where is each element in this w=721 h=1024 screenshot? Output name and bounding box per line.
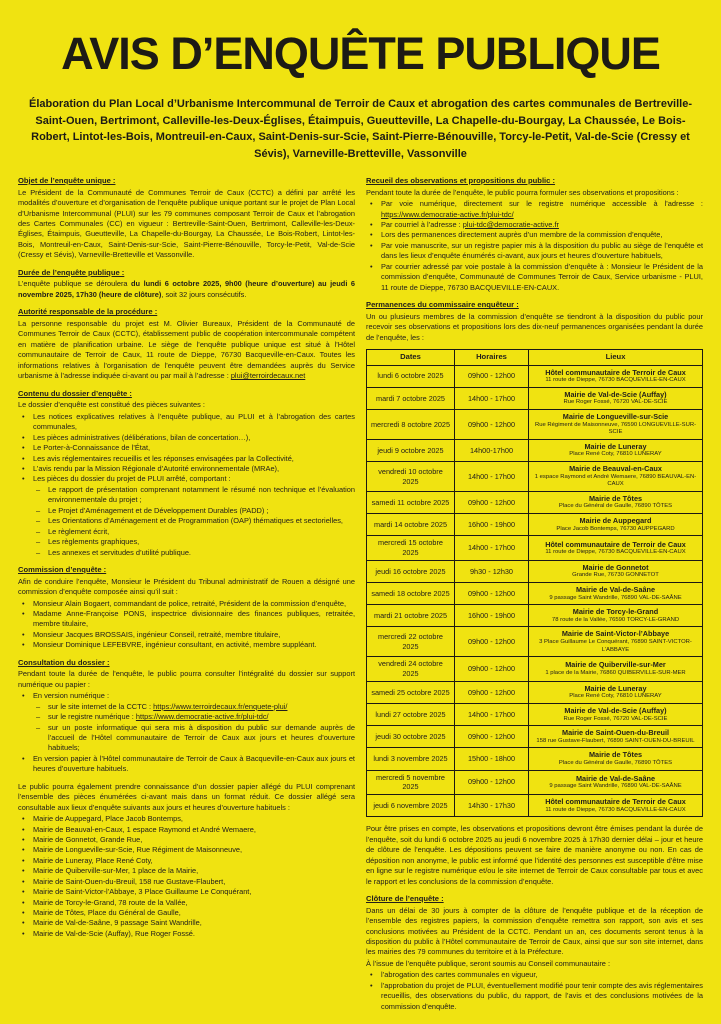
permanence-hours: 09h00 - 12h00 — [455, 657, 529, 682]
paragraph: La personne responsable du projet est M. Olivier Bureaux, Président de la Communauté de Communes Terroir de Caux (CCTC), établissement public de coopération intercommunale compétent en matière de planification urbaine. Le siège de l’enquête publique unique est situé à l’Hôtel communautaire de Terroir de Caux, 11 route de Dieppe, 76730 Bacqueville-en-Caux. Toutes les informations relatives à l’organisation de l’enquête peuvent être demandées auprès du Service urbanisme à l’adresse indiquée ci-avant ou par mail à l’adresse : plui@terroirdecaux.net — [18, 319, 355, 381]
bullet-marker: • — [370, 240, 373, 250]
list-item — [18, 929, 355, 939]
list-item-text: Mairie de Auppegard, Place Jacob Bontemps, — [33, 814, 183, 824]
list-item-text: Le Porter-à-Connaissance de l’État, — [33, 443, 151, 453]
dash-marker: – — [36, 722, 41, 732]
bullet-marker: • — [370, 261, 373, 271]
permanence-date: lundi 27 octobre 2025 — [367, 704, 455, 726]
permanence-place — [529, 439, 703, 461]
section-recueil-observations — [366, 176, 703, 293]
permanence-hours: 09h00 - 12h00 — [455, 583, 529, 605]
list-item — [18, 548, 355, 558]
list-item — [18, 691, 355, 701]
list-item-text: Mairie de Longueville-sur-Scie, Rue Régiment de Maisonneuve, — [33, 845, 243, 855]
place-name: Mairie de Auppegard — [579, 516, 652, 526]
list-item-text: Les pièces du dossier du projet de PLUI arrêté, comportant : — [33, 474, 231, 484]
paragraph: Pendant toute la durée de l’enquête, le public pourra formuler ses observations et propositions : — [366, 187, 679, 197]
list-item-text: Monsieur Alain Bogaert, commandant de police, retraité, Président de la commission d’enquête, — [33, 598, 347, 608]
paragraph: L’enquête publique se déroulera du lundi 6 octobre 2025, 9h00 (heure d’ouverture) au jeudi 6 novembre 2025, 17h30 (heure de clôture), soit 32 jours consécutifs. — [18, 279, 355, 299]
list-item — [18, 845, 355, 855]
notice-title: AVIS D’ENQUÊTE PUBLIQUE — [61, 28, 660, 79]
list-item-text: Mairie de Saint-Ouen-du-Breuil, 158 rue Gustave-Flaubert, — [33, 876, 226, 886]
place-name: Hôtel communautaire de Terroir de Caux — [545, 539, 686, 549]
list-item — [366, 241, 703, 262]
permanence-hours: 14h00-17h00 — [455, 439, 529, 461]
permanence-hours: 16h00 - 19h00 — [455, 514, 529, 536]
permanence-row — [367, 365, 703, 387]
place-name: Hôtel communautaire de Terroir de Caux — [545, 797, 686, 807]
list-item-text: Les Orientations d’Aménagement et de Programmation (OAP) thématiques et sectorielles, — [48, 516, 343, 526]
section-heading: Autorité responsable de la procédure : — [18, 307, 158, 317]
section-autorite-responsable — [18, 307, 355, 381]
permanence-row — [367, 657, 703, 682]
list-item-text: Les pièces administratives (délibérations, bilan de concertation…), — [33, 432, 251, 442]
list-item — [18, 506, 355, 516]
permanence-date: jeudi 30 octobre 2025 — [367, 726, 455, 748]
section-heading: Commission d’enquête : — [18, 564, 107, 574]
permanence-hours: 14h30 - 17h30 — [455, 795, 529, 817]
permanence-date: jeudi 9 octobre 2025 — [367, 439, 455, 461]
permanence-row — [367, 536, 703, 561]
place-address: Place René Coty, 76810 LUNERAY — [569, 693, 662, 700]
permanence-date: vendredi 24 octobre 2025 — [367, 657, 455, 682]
dash-marker: – — [36, 516, 41, 526]
place-name: Mairie de Gonnetot — [582, 562, 649, 572]
place-address: Place Jacob Bontemps, 76730 AUPPEGARD — [556, 525, 675, 532]
permanence-date: vendredi 10 octobre 2025 — [367, 462, 455, 492]
list-item-text: Mairie de Tôtes, Place du Général de Gaulle, — [33, 908, 181, 918]
link-text: plui@terroirdecaux.net — [230, 371, 306, 381]
bullet-marker: • — [22, 824, 25, 834]
place-address: 1 espace Raymond et André Wemaere, 76890 BEAUVAL-EN-CAUX — [534, 473, 697, 488]
permanence-row — [367, 514, 703, 536]
section-contenu-dossier — [18, 389, 355, 558]
permanence-place — [529, 491, 703, 513]
list-item — [18, 712, 355, 722]
section-heading: Clôture de l’enquête : — [366, 894, 444, 903]
bullet-marker: • — [370, 199, 373, 209]
list-item-text: Le rapport de présentation comprenant notamment le résumé non technique et l’évaluation environnementale du projet ; — [48, 484, 355, 505]
paragraph: Afin de conduire l’enquête, Monsieur le Président du Tribunal administratif de Rouen a désigné une commission d’enquête composée ainsi qu’il suit : — [18, 576, 355, 597]
section-consultation-dossier — [18, 658, 355, 775]
bullet-marker: • — [22, 834, 25, 844]
link-text: https://www.democratie-active.fr/plui-tdc/ — [135, 712, 269, 722]
list-item — [366, 970, 703, 980]
table-header: Horaires — [455, 350, 529, 366]
list-item — [18, 516, 355, 526]
permanence-row — [367, 795, 703, 817]
place-address: 158 rue Gustave-Flaubert, 76890 SAINT-OUEN-DU-BREUIL — [536, 737, 695, 744]
list-item-text: Les notices explicatives relatives à l’enquête publique, au PLUI et à l’abrogation des cartes communales, — [33, 411, 355, 432]
permanence-date: jeudi 6 novembre 2025 — [367, 795, 455, 817]
place-name: Mairie de Quiberville-sur-Mer — [565, 660, 666, 670]
place-name: Mairie de Tôtes — [588, 750, 643, 760]
permanence-row — [367, 583, 703, 605]
list-item-text: Monsieur Dominique LEFEBVRE, ingénieur consultant, en activité, membre suppléant. — [33, 640, 317, 650]
section-heading: Objet de l’enquête unique : — [18, 176, 116, 185]
list-item-text: En version papier à l’Hôtel communautaire de Terroir de Caux à Bacqueville-en-Caux aux jours et heures d’ouverture habituels. — [33, 753, 355, 774]
permanence-place — [529, 365, 703, 387]
list-item — [18, 443, 355, 453]
permanence-row — [367, 605, 703, 627]
list-item — [18, 814, 355, 824]
permanence-date: lundi 3 novembre 2025 — [367, 748, 455, 770]
permanence-date: jeudi 16 octobre 2025 — [367, 560, 455, 582]
permanence-place — [529, 387, 703, 409]
place-address: Place René Coty, 76810 LUNERAY — [569, 451, 662, 458]
permanence-row — [367, 560, 703, 582]
list-item — [18, 640, 355, 650]
paragraph: Le Président de la Communauté de Communes Terroir de Caux (CCTC) a défini par arrêté les modalités d’ouverture et d’organisation de l’enquête publique unique portant sur le projet de Plan Local d’Urbanisme Intercommunal (PLUI) sur les 79 communes composant Terroir de Caux et l’abrogation des Cartes Communales (CC) en vigueur : Bertreville-Saint-Ouen, Bertrimont, Calleville-les-Deux-Églises, Étaimpuis, Gueutteville, La Chapelle-du-Bourgay, La Chaussée, Le Bois-Robert, Lintot-les-Bois, Montreuil-en-Caux, Saint-Denis-sur-Scie, Saint-Pierre-Bénouville, Torcy-le-Petit, Val-de-Scie (Cressy et Sévis), Varneville-Bretteville et Vassonville. — [18, 187, 355, 260]
bullet-marker: • — [22, 928, 25, 938]
place-name: Mairie de Beauval-en-Caux — [569, 464, 662, 474]
permanence-row — [367, 726, 703, 748]
dash-marker: – — [36, 712, 41, 722]
list-item — [18, 474, 355, 484]
place-name: Mairie de Val-de-Saâne — [575, 585, 656, 595]
list-item-text: Mairie de Gonnetot, Grande Rue, — [33, 834, 143, 844]
list-item-text: sur le registre numérique : https://www.democratie-active.fr/plui-tdc/ — [48, 712, 269, 722]
bullet-marker: • — [22, 814, 25, 824]
place-address: Rue Roger Fossé, 76720 VAL-DE-SCIE — [563, 399, 668, 406]
list-item-text: Mairie de Val-de-Saâne, 9 passage Saint Wandrille, — [33, 918, 202, 928]
list-item-text: l’approbation du projet de PLUI, éventuellement modifié pour tenir compte des avis réglementaires recueillis, des observations du public, du rapport, de l’avis et des conclusions motivées de la commission d’enquête. — [381, 980, 703, 1011]
bold-text: du lundi 6 octobre 2025, 9h00 (heure d’ouverture) au jeudi 6 novembre 2025, 17h30 (heure de clôture) — [18, 279, 355, 299]
list-item — [18, 908, 355, 918]
left-column — [18, 176, 355, 1019]
place-address: 1 place de la Mairie, 76860 QUIBERVILLE-SUR-MER — [545, 669, 686, 676]
place-address: 9 passage Saint Wandrille, 76890 VAL-DE-SAÂNE — [549, 783, 682, 790]
bullet-marker: • — [22, 897, 25, 907]
section-permanences — [366, 300, 703, 887]
bullet-marker: • — [370, 230, 373, 240]
list-item — [18, 433, 355, 443]
list-item-text: Par courrier adressé par voie postale à la commission d’enquête à : Monsieur le Président de la commission d’enquête, Communauté de Communes Terroir de Caux, Service urbanisme - PLUI, 11 route de Dieppe, 76730 BACQUEVILLE-EN-CAUX. — [381, 261, 703, 292]
permanence-place — [529, 514, 703, 536]
paragraph: Pour être prises en compte, les observations et propositions devront être émises pendant la durée de l’enquête, soit du lundi 6 octobre 2025 au jeudi 6 novembre 2025 à 17h30 dernier délai – jour et heure de clôture de l’enquête. Les dépositions peuvent se faire de manière anonyme ou non. En cas de déposition non anonyme, le public est informé que l’identité des personnes est susceptible d’être mise en ligne sur le registre numérique et/ou le site internet de Terroir de Caux consultable par tous et avec le rapport et les conclusions de la commission d’enquête. — [366, 824, 703, 886]
permanence-hours: 09h00 - 12h00 — [455, 770, 529, 795]
list-item-text: l’abrogation des cartes communales en vigueur, — [381, 970, 538, 980]
bullet-marker: • — [22, 876, 25, 886]
permanence-place — [529, 627, 703, 657]
list-item — [18, 412, 355, 433]
permanences-table — [366, 349, 703, 817]
list-item-text: Mairie de Beauval-en-Caux, 1 espace Raymond et André Wemaere, — [33, 824, 256, 834]
list-item-text: Par courriel à l’adresse : plui-tdc@democratie-active.fr — [381, 220, 559, 230]
paragraph: Pendant toute la durée de l’enquête, le public pourra consulter l’intégralité du dossier sur support numérique ou papier : — [18, 669, 355, 689]
bullet-marker: • — [370, 220, 373, 230]
permanence-place — [529, 795, 703, 817]
dash-marker: – — [36, 537, 41, 547]
place-name: Mairie de Tôtes — [588, 493, 643, 503]
list-item — [18, 898, 355, 908]
list-item-text: sur un poste informatique qui sera mis à disposition du public sur demande auprès de l’accueil de l’Hôtel communautaire de Terroir de Caux aux jours et heures d’ouverture habituels; — [48, 722, 355, 753]
place-address: 11 route de Dieppe, 76730 BACQUEVILLE-EN-CAUX — [545, 377, 686, 384]
permanence-date: mardi 14 octobre 2025 — [367, 514, 455, 536]
permanence-hours: 09h00 - 12h00 — [455, 491, 529, 513]
place-name: Mairie de Torcy-le-Grand — [572, 607, 659, 617]
list-item-text: Les annexes et servitudes d’utilité publique. — [48, 547, 191, 557]
section-heading: Durée de l’enquête publique : — [18, 267, 125, 277]
bullet-marker: • — [22, 608, 25, 618]
permanence-row — [367, 410, 703, 440]
list-item-text: Mairie de Torcy-le-Grand, 78 route de la Vallée, — [33, 897, 188, 907]
bullet-marker: • — [22, 640, 25, 650]
dash-marker: – — [36, 547, 41, 557]
list-item — [18, 599, 355, 609]
place-address: 11 route de Dieppe, 76730 BACQUEVILLE-EN-CAUX — [545, 806, 686, 813]
bullet-marker: • — [22, 845, 25, 855]
permanence-hours: 9h30 - 12h30 — [455, 560, 529, 582]
permanence-hours: 09h00 - 12h00 — [455, 365, 529, 387]
section-heading: Recueil des observations et propositions du public : — [366, 176, 556, 185]
list-item-text: Lors des permanences directement auprès d’un membre de la commission d’enquête, — [381, 230, 663, 240]
permanence-place — [529, 770, 703, 795]
permanence-place — [529, 560, 703, 582]
bullet-marker: • — [22, 453, 25, 463]
link-text: https://www.terroirdecaux.fr/enquete-plui/ — [153, 701, 288, 711]
place-address: 11 route de Dieppe, 76730 BACQUEVILLE-EN-CAUX — [545, 548, 686, 555]
bullet-marker: • — [22, 866, 25, 876]
list-item — [18, 464, 355, 474]
permanence-row — [367, 387, 703, 409]
permanence-row — [367, 439, 703, 461]
permanence-hours: 09h00 - 12h00 — [455, 726, 529, 748]
bullet-marker: • — [22, 918, 25, 928]
list-item — [18, 825, 355, 835]
permanence-hours: 09h00 - 12h00 — [455, 681, 529, 703]
bullet-marker: • — [22, 432, 25, 442]
list-item — [18, 754, 355, 775]
list-item-text: sur le site internet de la CCTC : https://www.terroirdecaux.fr/enquete-plui/ — [48, 701, 288, 711]
right-column — [366, 176, 703, 1019]
permanence-date: mercredi 5 novembre 2025 — [367, 770, 455, 795]
place-name: Mairie de Luneray — [584, 441, 647, 451]
permanence-row — [367, 704, 703, 726]
place-name: Mairie de Longueville-sur-Scie — [562, 412, 669, 422]
list-item-text: L’avis rendu par la Mission Régionale d’Autorité environnementale (MRAe), — [33, 464, 280, 473]
section-heading: Contenu du dossier d’enquête : — [18, 388, 132, 398]
dash-marker: – — [36, 701, 41, 711]
link-text: plui-tdc@democratie-active.fr — [462, 220, 559, 230]
permanence-row — [367, 748, 703, 770]
list-item — [18, 485, 355, 506]
permanence-hours: 14h00 - 17h00 — [455, 536, 529, 561]
permanence-date: mardi 7 octobre 2025 — [367, 387, 455, 409]
paragraph: Dans un délai de 30 jours à compter de la clôture de l’enquête publique et de la réception de l’ensemble des registres papiers, la commission d’enquête remettra son rapport, son avis et ses conclusions motivées au Président de la CCTC. Pendant un an, ces documents seront tenus à la disposition du public à l’Hôtel communautaire de Terroir de Caux, ainsi que sur son site internet, dans les mairies des 79 communes du territoire et à la Préfecture. — [366, 905, 703, 957]
table-header: Lieux — [529, 350, 703, 366]
dash-marker: – — [36, 505, 41, 515]
list-item — [366, 230, 703, 240]
list-item-text: Monsieur Jacques BROSSAIS, ingénieur Conseil, retraité, membre titulaire, — [33, 629, 281, 639]
bullet-marker: • — [22, 598, 25, 608]
list-item — [18, 609, 355, 630]
place-name: Mairie de Val-de-Scie (Auffay) — [564, 389, 667, 399]
permanence-date: samedi 11 octobre 2025 — [367, 491, 455, 513]
list-item — [18, 723, 355, 754]
permanence-place — [529, 536, 703, 561]
list-item — [18, 866, 355, 876]
list-item — [18, 856, 355, 866]
bullet-marker: • — [370, 970, 373, 980]
permanence-hours: 09h00 - 12h00 — [455, 627, 529, 657]
list-item — [18, 918, 355, 928]
place-name: Mairie de Saint-Ouen-du-Breuil — [561, 728, 670, 738]
list-item-text: Le Projet d’Aménagement et de Développement Durables (PADD) ; — [48, 505, 269, 515]
list-item — [18, 702, 355, 712]
permanence-date: mardi 21 octobre 2025 — [367, 605, 455, 627]
permanence-row — [367, 770, 703, 795]
list-item-text: Mairie de Luneray, Place René Coty, — [33, 855, 153, 865]
permanence-row — [367, 627, 703, 657]
section-heading: Permanences du commissaire enquêteur : — [366, 300, 519, 310]
section-objet-enquete — [18, 176, 355, 261]
permanence-row — [367, 462, 703, 492]
list-item-text: En version numérique : — [33, 691, 109, 701]
list-item — [366, 262, 703, 293]
bullet-marker: • — [22, 908, 25, 918]
bullet-marker: • — [22, 464, 25, 473]
permanence-hours: 14h00 - 17h00 — [455, 462, 529, 492]
permanence-place — [529, 583, 703, 605]
permanence-place — [529, 681, 703, 703]
list-item-text: Mairie de Saint-Victor-l’Abbaye, 3 Place Guillaume Le Conquérant, — [33, 887, 252, 897]
permanence-place — [529, 704, 703, 726]
paragraph: À l’issue de l’enquête publique, seront soumis au Conseil communautaire : — [366, 958, 611, 968]
list-item-text: Par voie numérique, directement sur le registre numérique accessible à l’adresse : https://www.democratie-active.fr/plui-tdc/ — [381, 199, 703, 219]
place-address: Grande Rue, 76730 GONNETOT — [572, 572, 659, 579]
list-item-text: Madame Anne-Françoise PONS, inspectrice divisionnaire des finances publiques, retraitée, membre titulaire, — [33, 608, 355, 629]
list-item-text: Mairie de Val-de-Scie (Auffay), Rue Roger Fossé. — [33, 928, 195, 938]
list-item — [366, 199, 703, 220]
permanence-place — [529, 657, 703, 682]
list-item — [366, 220, 703, 230]
bullet-marker: • — [22, 411, 25, 421]
place-name: Mairie de Val-de-Scie (Auffay) — [564, 706, 667, 716]
bullet-marker: • — [22, 855, 25, 865]
paragraph: Le dossier d’enquête est constitué des pièces suivantes : — [18, 400, 205, 410]
list-item-text: Les règlements graphiques, — [48, 537, 140, 547]
bullet-marker: • — [370, 980, 373, 990]
permanence-date: samedi 25 octobre 2025 — [367, 681, 455, 703]
dash-marker: – — [36, 484, 41, 494]
place-address: 3 Place Guillaume Le Conquérant, 76890 SAINT-VICTOR-L’ABBAYE — [539, 638, 692, 653]
list-item-text: Les avis réglementaires recueillis et les réponses envisagées par la Collectivité, — [33, 453, 294, 463]
section-cloture-enquete — [366, 894, 703, 1012]
permanence-date: mercredi 22 octobre 2025 — [367, 627, 455, 657]
list-item — [18, 887, 355, 897]
list-item — [18, 537, 355, 547]
list-item — [18, 835, 355, 845]
list-item-text: Le règlement écrit, — [48, 526, 110, 536]
bullet-marker: • — [22, 629, 25, 639]
list-item — [18, 527, 355, 537]
table-header: Dates — [367, 350, 455, 366]
permanence-hours: 15h00 - 18h00 — [455, 748, 529, 770]
place-address: Place du Général de Gaulle, 76890 TÔTES — [558, 503, 673, 510]
permanence-row — [367, 681, 703, 703]
place-address: Rue Roger Fossé, 76720 VAL-DE-SCIE — [563, 715, 668, 722]
place-address: 78 route de la Vallée, 76590 TORCY-LE-GRAND — [551, 616, 680, 623]
permanence-place — [529, 726, 703, 748]
list-item-text: Mairie de Quiberville-sur-Mer, 1 place de la Mairie, — [33, 866, 199, 876]
table-header-row — [367, 350, 703, 366]
two-column-body — [18, 176, 703, 1019]
section-dossier-allege — [18, 782, 355, 940]
permanence-date: lundi 6 octobre 2025 — [367, 365, 455, 387]
bullet-marker: • — [22, 887, 25, 897]
place-name: Mairie de Luneray — [584, 683, 647, 693]
section-heading: Consultation du dossier : — [18, 657, 110, 667]
link-text: https://www.democratie-active.fr/plui-tdc/ — [381, 209, 514, 219]
notice-subtitle: Élaboration du Plan Local d’Urbanisme Intercommunal de Terroir de Caux et abrogation des cartes communales de Bertreville-Saint-Ouen, Bertrimont, Calleville-les-Deux-Églises, Étaimpuis, Gueutteville, La Chapelle-du-Bourgay, La Chaussée, Le Bois-Robert, Lintot-les-Bois, Montreuil-en-Caux, Saint-Denis-sur-Scie, Saint-Pierre-Bénouville, Torcy-le-Petit, Val-de-Scie (Cressy et Sévis), Varneville-Bretteville, Vassonville — [28, 98, 693, 160]
permanence-hours: 14h00 - 17h00 — [455, 387, 529, 409]
place-address: Rue Régiment de Maisonneuve, 76590 LONGUEVILLE-SUR-SCIE — [534, 421, 697, 436]
paragraph: Le public pourra également prendre connaissance d’un dossier papier allégé du PLUI comprenant l’ensemble des pièces énumérées ci-avant mais dans un format réduit. Ce dossier allégé sera consultable aux lieux d’enquête suivants aux jours et heures d’ouverture habituels : — [18, 781, 355, 812]
permanence-date: samedi 18 octobre 2025 — [367, 583, 455, 605]
section-duree-enquete — [18, 268, 355, 301]
paragraph: Un ou plusieurs membres de la commission d’enquête se tiendront à la disposition du public pour recevoir ses observations et propositions lors des dix-neuf permanences organisées pendant la durée de l’enquête, les : — [366, 311, 703, 342]
list-item — [18, 630, 355, 640]
list-item — [18, 454, 355, 464]
section-commission-enquete — [18, 565, 355, 651]
permanence-hours: 14h00 - 17h00 — [455, 704, 529, 726]
permanence-hours: 09h00 - 12h00 — [455, 410, 529, 440]
permanence-date: mercredi 8 octobre 2025 — [367, 410, 455, 440]
list-item-text: Par voie manuscrite, sur un registre papier mis à la disposition du public au siège de l’enquête et dans les lieux d’enquête énumérés ci-avant, aux jours et heures d’ouverture habituels, — [381, 240, 703, 261]
place-name: Mairie de Val-de-Saâne — [575, 773, 656, 783]
dash-marker: – — [36, 526, 41, 536]
permanence-hours: 16h00 - 19h00 — [455, 605, 529, 627]
permanence-date: mercredi 15 octobre 2025 — [367, 536, 455, 561]
permanence-row — [367, 491, 703, 513]
list-item — [18, 877, 355, 887]
permanence-place — [529, 462, 703, 492]
place-name: Hôtel communautaire de Terroir de Caux — [545, 367, 686, 377]
permanence-place — [529, 748, 703, 770]
bullet-marker: • — [22, 753, 25, 763]
list-item — [366, 981, 703, 1012]
permanence-place — [529, 410, 703, 440]
place-address: Place du Général de Gaulle, 76890 TÔTES — [558, 759, 673, 766]
bullet-marker: • — [22, 443, 25, 453]
place-address: 9 passage Saint Wandrille, 76890 VAL-DE-SAÂNE — [549, 594, 682, 601]
place-name: Mairie de Saint-Victor-l’Abbaye — [561, 629, 670, 639]
bullet-marker: • — [22, 474, 25, 484]
bullet-marker: • — [22, 691, 25, 701]
permanence-place — [529, 605, 703, 627]
